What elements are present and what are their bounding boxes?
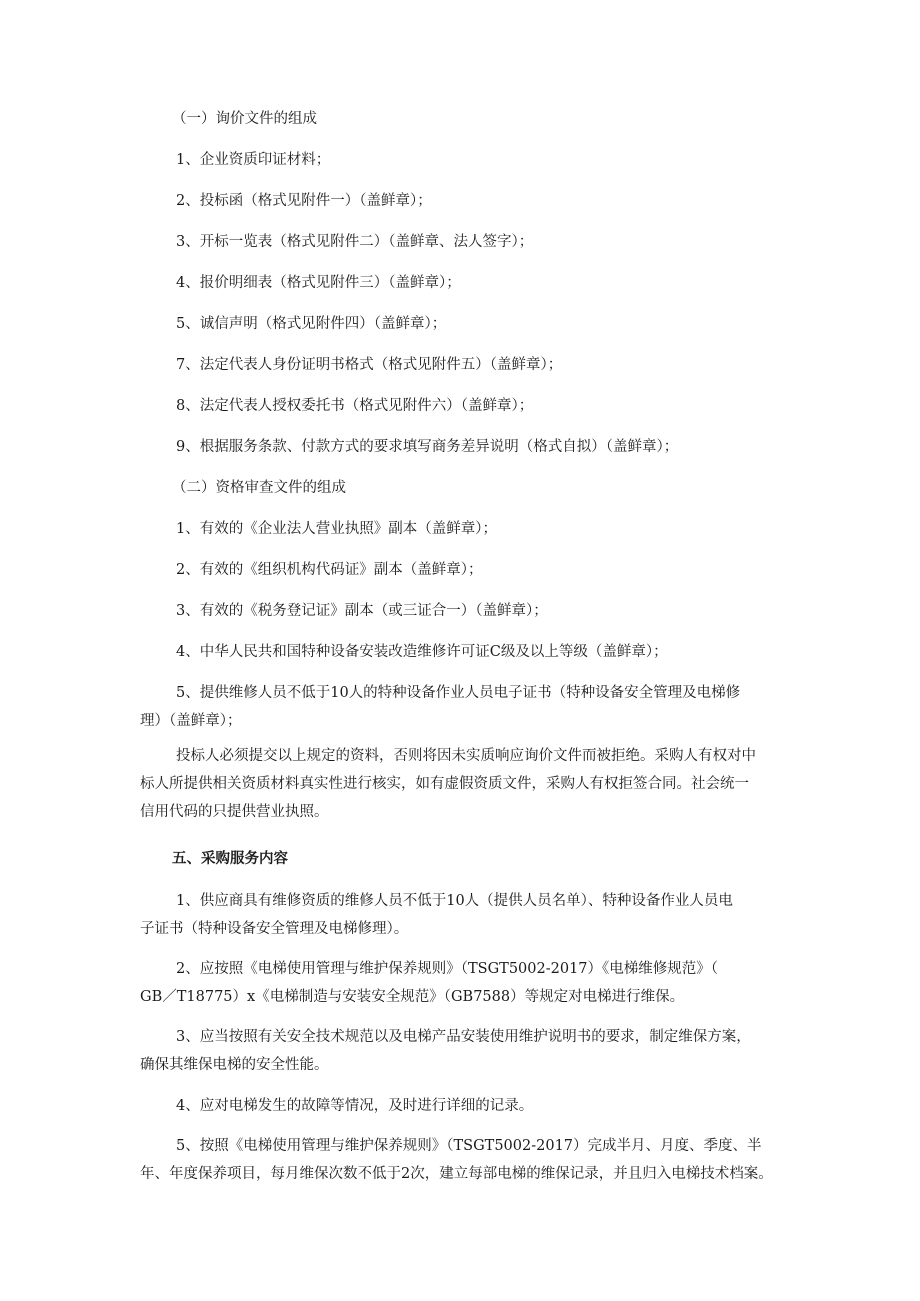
list-item-continuation: 理）（盖鲜章）；: [140, 713, 242, 729]
list-item: 5、诚信声明（格式见附件四）（盖鲜章）；: [176, 316, 447, 332]
note-paragraph: 投标人必须提交以上规定的资料，否则将因未实质响应询价文件而被拒绝。采购人有权对中: [176, 748, 756, 764]
list-item: 1、有效的《企业法人营业执照》副本（盖鲜章）；: [176, 521, 497, 537]
list-item: 2、投标函（格式见附件一）（盖鲜章）；: [176, 193, 432, 209]
list-item: 5、提供维修人员不低于10人的特种设备作业人员电子证书（特种设备安全管理及电梯修: [176, 685, 741, 701]
service-paragraph: 5、按照《电梯使用管理与维护保养规则》（TSGT5002-2017）完成半月、月度、季度、半: [176, 1138, 762, 1154]
service-paragraph: 1、供应商具有维修资质的维修人员不低于10人（提供人员名单）、特种设备作业人员电: [176, 893, 733, 909]
service-paragraph: 3、应当按照有关安全技术规范以及电梯产品安装使用维护说明书的要求，制定维保方案，: [176, 1029, 751, 1045]
service-paragraph-line: GB／T18775）x《电梯制造与安装安全规范》（GB7588）等规定对电梯进行维保。: [140, 989, 685, 1005]
service-paragraph-line: 子证书（特种设备安全管理及电梯修理）。: [140, 921, 409, 937]
note-paragraph-line: 标人所提供相关资质材料真实性进行核实，如有虚假资质文件，采购人有权拒签合同。社会统一: [140, 776, 749, 792]
list-item: 3、有效的《税务登记证》副本（或三证合一）（盖鲜章）；: [176, 603, 548, 619]
section-two-heading: （二）资格审查文件的组成: [172, 480, 346, 496]
list-item: 4、中华人民共和国特种设备安装改造维修许可证C级及以上等级（盖鲜章）；: [176, 644, 668, 660]
service-paragraph-line: 年、年度保养项目，每月维保次数不低于2次，建立每部电梯的维保记录，并且归入电梯技术档案。: [140, 1166, 773, 1182]
list-item: 4、报价明细表（格式见附件三）（盖鲜章）；: [176, 275, 461, 291]
list-item: 9、根据服务条款、付款方式的要求填写商务差异说明（格式自拟）（盖鲜章）；: [176, 439, 679, 455]
service-paragraph: 2、应按照《电梯使用管理与维护保养规则》（TSGT5002-2017）《电梯维修规范》（: [176, 961, 719, 977]
section-one-heading: （一）询价文件的组成: [172, 111, 317, 127]
list-item: 1、企业资质印证材料；: [176, 152, 331, 168]
service-paragraph-line: 确保其维保电梯的安全性能。: [140, 1057, 329, 1073]
list-item: 7、法定代表人身份证明书格式（格式见附件五）（盖鲜章）；: [176, 357, 563, 373]
section-five-heading: 五、采购服务内容: [172, 851, 288, 867]
note-paragraph-line: 信用代码的只提供营业执照。: [140, 804, 329, 820]
list-item: 3、开标一览表（格式见附件二）（盖鲜章、法人签字）；: [176, 234, 534, 250]
list-item: 8、法定代表人授权委托书（格式见附件六）（盖鲜章）；: [176, 398, 534, 414]
service-paragraph: 4、应对电梯发生的故障等情况，及时进行详细的记录。: [176, 1098, 534, 1114]
list-item: 2、有效的《组织机构代码证》副本（盖鲜章）；: [176, 562, 483, 578]
